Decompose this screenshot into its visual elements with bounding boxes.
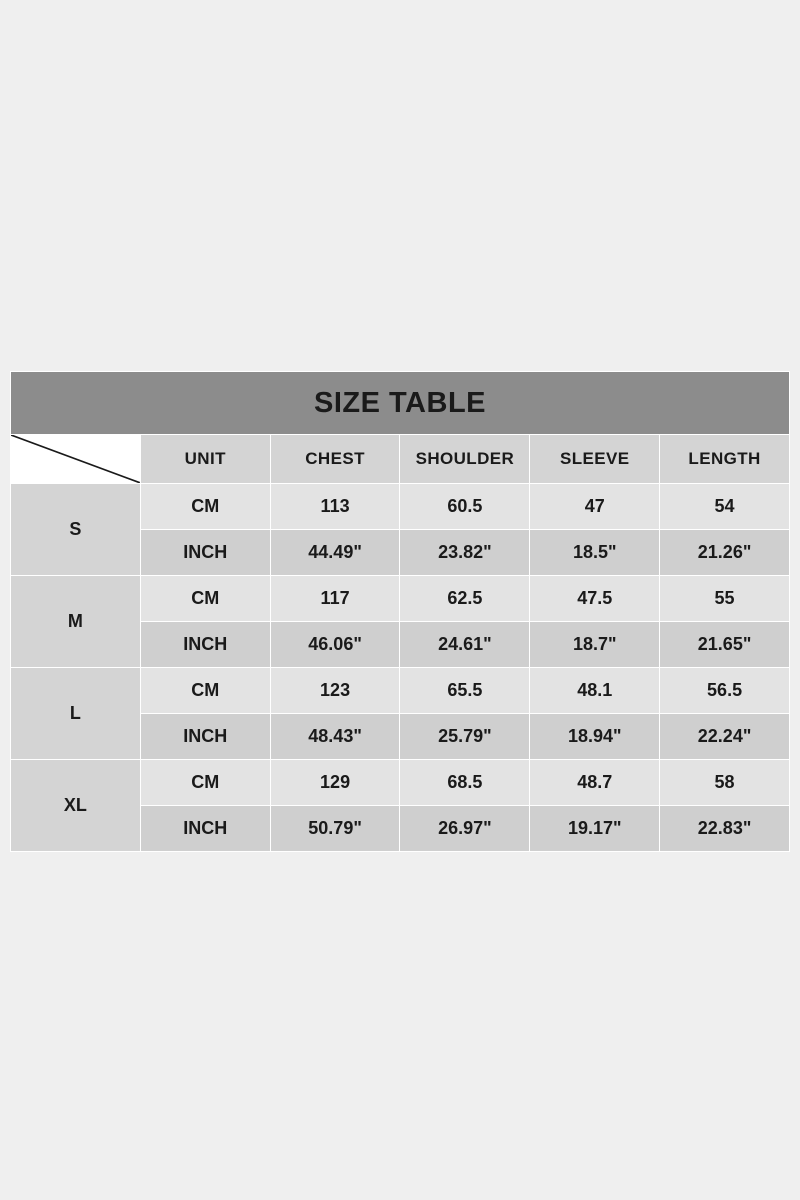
cell-chest: 117 (270, 575, 400, 621)
cell-unit: INCH (140, 621, 270, 667)
cell-chest: 44.49" (270, 529, 400, 575)
cell-sleeve: 18.7" (530, 621, 660, 667)
size-table (10, 371, 790, 852)
table-title-row (11, 372, 790, 435)
cell-chest: 113 (270, 483, 400, 529)
column-header-chest: CHEST (270, 435, 400, 484)
table-row (11, 667, 790, 713)
cell-shoulder: 68.5 (400, 759, 530, 805)
size-label-xl: XL (11, 759, 141, 851)
cell-sleeve: 48.1 (530, 667, 660, 713)
cell-shoulder: 24.61" (400, 621, 530, 667)
table-header-row (11, 435, 790, 484)
table-row (11, 575, 790, 621)
cell-unit: CM (140, 667, 270, 713)
cell-length: 56.5 (660, 667, 790, 713)
table-row (11, 759, 790, 805)
cell-unit: INCH (140, 805, 270, 851)
column-header-unit: UNIT (140, 435, 270, 484)
cell-unit: INCH (140, 713, 270, 759)
cell-sleeve: 47 (530, 483, 660, 529)
table-row (11, 483, 790, 529)
cell-chest: 46.06" (270, 621, 400, 667)
page-title: SIZE TABLE (11, 372, 790, 435)
column-header-length: LENGTH (660, 435, 790, 484)
cell-length: 58 (660, 759, 790, 805)
cell-shoulder: 26.97" (400, 805, 530, 851)
size-label-l: L (11, 667, 141, 759)
cell-length: 21.26" (660, 529, 790, 575)
cell-shoulder: 25.79" (400, 713, 530, 759)
cell-chest: 129 (270, 759, 400, 805)
cell-length: 54 (660, 483, 790, 529)
size-table-container (10, 371, 790, 852)
cell-shoulder: 65.5 (400, 667, 530, 713)
cell-chest: 48.43" (270, 713, 400, 759)
size-label-s: S (11, 483, 141, 575)
cell-length: 22.83" (660, 805, 790, 851)
cell-unit: CM (140, 483, 270, 529)
cell-sleeve: 48.7 (530, 759, 660, 805)
cell-sleeve: 19.17" (530, 805, 660, 851)
cell-chest: 123 (270, 667, 400, 713)
corner-diagonal-cell (11, 435, 141, 484)
cell-length: 22.24" (660, 713, 790, 759)
column-header-sleeve: SLEEVE (530, 435, 660, 484)
cell-shoulder: 62.5 (400, 575, 530, 621)
cell-sleeve: 18.94" (530, 713, 660, 759)
cell-shoulder: 60.5 (400, 483, 530, 529)
cell-length: 55 (660, 575, 790, 621)
diagonal-divider-icon (11, 435, 140, 483)
cell-unit: CM (140, 575, 270, 621)
cell-chest: 50.79" (270, 805, 400, 851)
cell-length: 21.65" (660, 621, 790, 667)
cell-sleeve: 47.5 (530, 575, 660, 621)
cell-shoulder: 23.82" (400, 529, 530, 575)
cell-unit: INCH (140, 529, 270, 575)
size-label-m: M (11, 575, 141, 667)
cell-sleeve: 18.5" (530, 529, 660, 575)
column-header-shoulder: SHOULDER (400, 435, 530, 484)
cell-unit: CM (140, 759, 270, 805)
